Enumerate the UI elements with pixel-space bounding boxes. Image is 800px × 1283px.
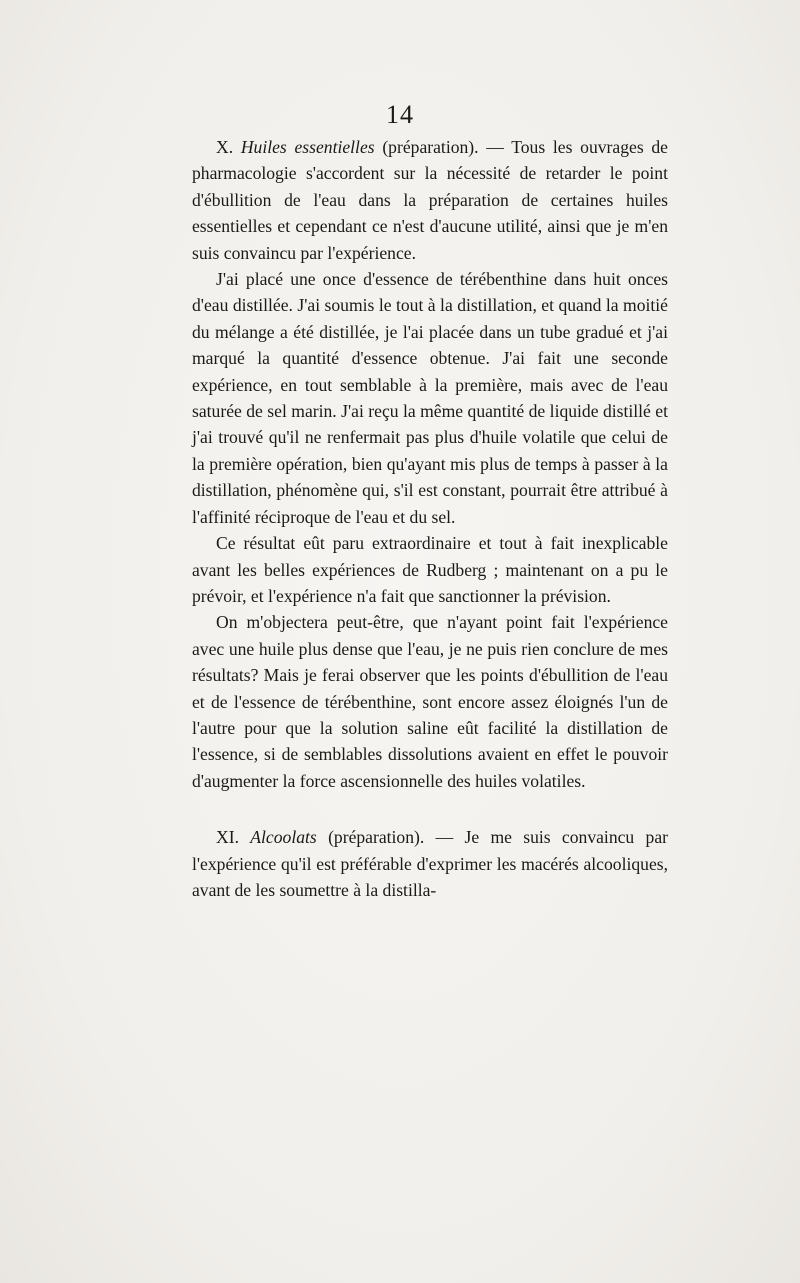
section-xi-paragraph-1 (192, 824, 668, 903)
section-xi-text-1: (préparation). — Je me suis convaincu par l'expérience qu'il est préférable d'exprimer les macérés alcooliques, avant de les soumettre à la distilla- (192, 827, 668, 900)
section-xi-numeral: XI. (216, 827, 239, 848)
section-xi-title: Alcoolats (250, 827, 317, 848)
section-x-paragraph-4: On m'objectera peut-être, que n'ayant point fait l'expérience avec une huile plus dense que l'eau, je ne puis rien conclure de mes résultats? Mais je ferai observer que les points d'ébullition de l'eau et de l'essence de térébenthine, sont encore assez éloignés l'un de l'autre pour que la solution saline eût facilité la distillation de l'essence, si de semblables dissolutions avaient en effet le pouvoir d'augmenter la force ascensionnelle des huiles volatiles. (192, 612, 668, 791)
section-x-paragraph-1 (192, 134, 668, 266)
section-x-paragraph-2: J'ai placé une once d'essence de térébenthine dans huit onces d'eau distillée. J'ai soumis le tout à la distillation, et quand la moitié du mélange a été distillée, je l'ai placée dans un tube gradué et j'ai marqué la quantité d'essence obtenue. J'ai fait une seconde expérience, en tout semblable à la première, mais avec de l'eau saturée de sel marin. J'ai reçu la même quantité de liquide distillé et j'ai trouvé qu'il ne renfermait pas plus d'huile volatile que celui de la première opération, bien qu'ayant mis plus de temps à passer à la distillation, phénomène qui, s'il est constant, pourrait être attribué à l'affinité réciproque de l'eau et du sel. (192, 269, 668, 527)
section-x-numeral: X. (216, 137, 234, 157)
section-x-title: Huiles essentielles (240, 137, 375, 157)
page-body (192, 134, 668, 903)
section-gap (192, 794, 668, 824)
section-x-text-1: (préparation). — Tous les ouvrages de pharmacologie s'accordent sur la nécessité de retarder le point d'ébullition de l'eau dans la préparation de certaines huiles essentielles et cependant ce n'est d'aucune utilité, ainsi que je m'en suis convaincu par l'expérience. (192, 137, 668, 263)
section-x-paragraph-3: Ce résultat eût paru extraordinaire et tout à fait inexplicable avant les belles expériences de Rudberg ; maintenant on a pu le prévoir, et l'expérience n'a fait que sanctionner la prévision. (192, 533, 668, 606)
page-number: 14 (386, 100, 414, 129)
